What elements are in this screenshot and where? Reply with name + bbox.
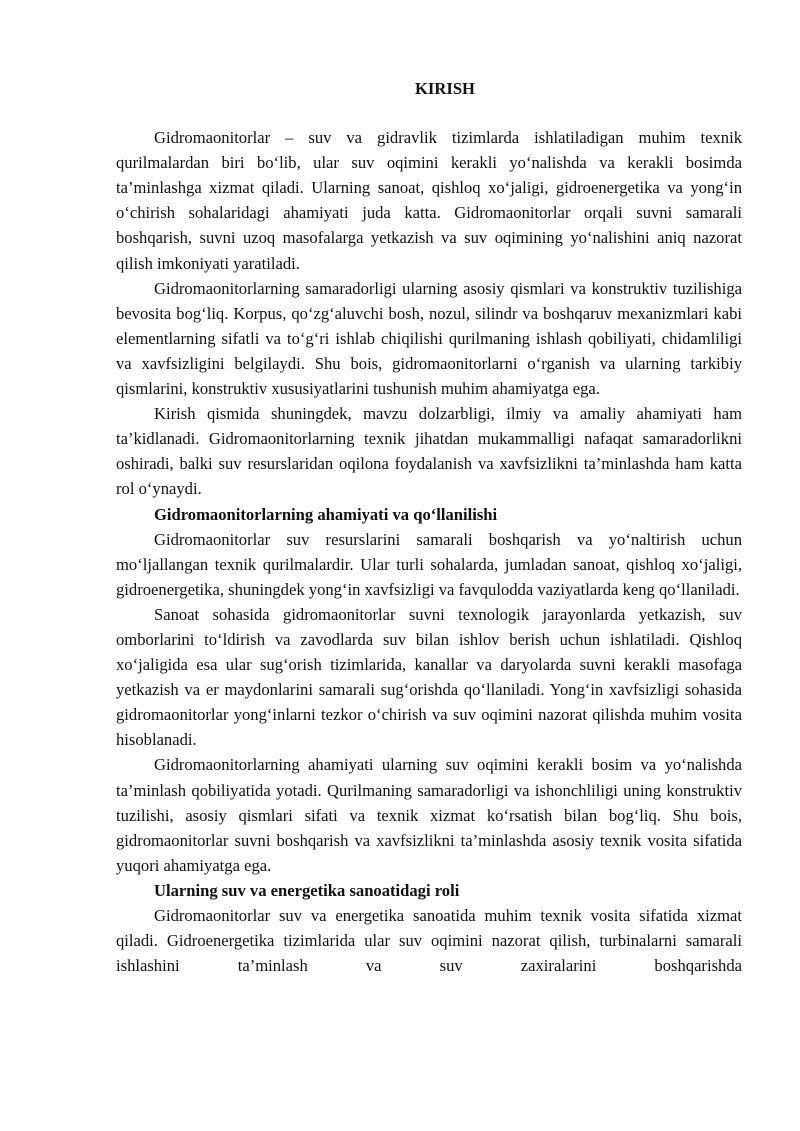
section1-paragraph-2: Sanoat sohasida gidromaonitorlar suvni texnologik jarayonlarda yetkazish, suv omborlarini to‘ldirish va zavodlarda suv bilan ishlov berish uchun ishlatiladi. Qishloq xo‘jaligida esa ular sug‘orish tizimlarida, kanallar va daryolarda suvni kerakli masofaga yetkazish va er maydonlarini samarali sug‘orishda qo‘llaniladi. Yong‘in xavfsizligi sohasida gidromaonitorlar yong‘inlarni tezkor o‘chirish va suv oqimini nazorat qilishda muhim vosita hisoblanadi. [116, 604, 742, 750]
section1-paragraph-1: Gidromaonitorlar suv resurslarini samarali boshqarish va yo‘naltirish uchun mo‘ljallangan texnik qurilmalardir. Ular turli sohalarda, jumladan sanoat, qishloq xo‘jaligi, gidroenergetika, shuningdek yong‘in xavfsizligi va favqulodda vaziyatlarda keng qo‘llaniladi. [116, 529, 742, 599]
section-heading-importance: Gidromaonitorlarning ahamiyati va qo‘llanilishi [154, 504, 498, 524]
section-heading-energy-role: Ularning suv va energetika sanoatidagi roli [154, 880, 460, 900]
section1-paragraph-3: Gidromaonitorlarning ahamiyati ularning suv oqimini kerakli bosim va yo‘nalishda ta’minlash qobiliyatida yotadi. Qurilmaning samaradorligi va ishonchliligi uning konstruktiv tuzilishi, asosiy qismlari sifati va texnik xizmat ko‘rsatish bilan bog‘liq. Shu bois, gidromaonitorlar suvni boshqarish va xavfsizlikni ta’minlashda asosiy texnik vosita sifatida yuqori ahamiyatga ega. [116, 755, 742, 875]
intro-paragraph-2: Gidromaonitorlarning samaradorligi ularning asosiy qismlari va konstruktiv tuzilishiga bevosita bog‘liq. Korpus, qo‘zg‘aluvchi bosh, nozul, silindr va boshqaruv mexanizmlari kabi elementlarning sifatli va to‘g‘ri ishlab chiqilishi qurilmaning ishlash qobiliyati, chidamliligi va xavfsizligini belgilaydi. Shu bois, gidromaonitorlarni o‘rganish va ularning tarkibiy qismlarini, konstruktiv xususiyatlarini tushunish muhim ahamiyatga ega. [116, 278, 742, 399]
document-page [116, 76, 742, 978]
intro-paragraph-3: Kirish qismida shuningdek, mavzu dolzarbligi, ilmiy va amaliy ahamiyati ham ta’kidlanadi. Gidromaonitorlarning texnik jihatdan mukammalligi nafaqat samaradorlikni oshiradi, balki suv resurslaridan oqilona foydalanish va xavfsizlikni ta’minlashda ham katta rol o‘ynaydi. [116, 404, 742, 499]
page-title: KIRISH [415, 79, 475, 98]
intro-paragraph-1: Gidromaonitorlar – suv va gidravlik tizimlarda ishlatiladigan muhim texnik qurilmalardan biri bo‘lib, ular suv oqimini kerakli yo‘nalishda va kerakli bosimda ta’minlashga xizmat qiladi. Ularning sanoat, qishloq xo‘jaligi, gidroenergetika va yong‘in o‘chirish sohalaridagi ahamiyati juda katta. Gidromaonitorlar orqali suvni samarali boshqarish, suvni uzoq masofalarga yetkazish va suv oqimining yo‘nalishini aniq nazorat qilish imkoniyati yaratiladi. [116, 128, 742, 273]
section2-paragraph-1: Gidromaonitorlar suv va energetika sanoatida muhim texnik vosita sifatida xizmat qiladi. Gidroenergetika tizimlarida ular suv oqimini nazorat qilish, turbinalarni samarali ishlashini ta’minlash va suv zaxiralarini boshqarishda [116, 906, 742, 976]
